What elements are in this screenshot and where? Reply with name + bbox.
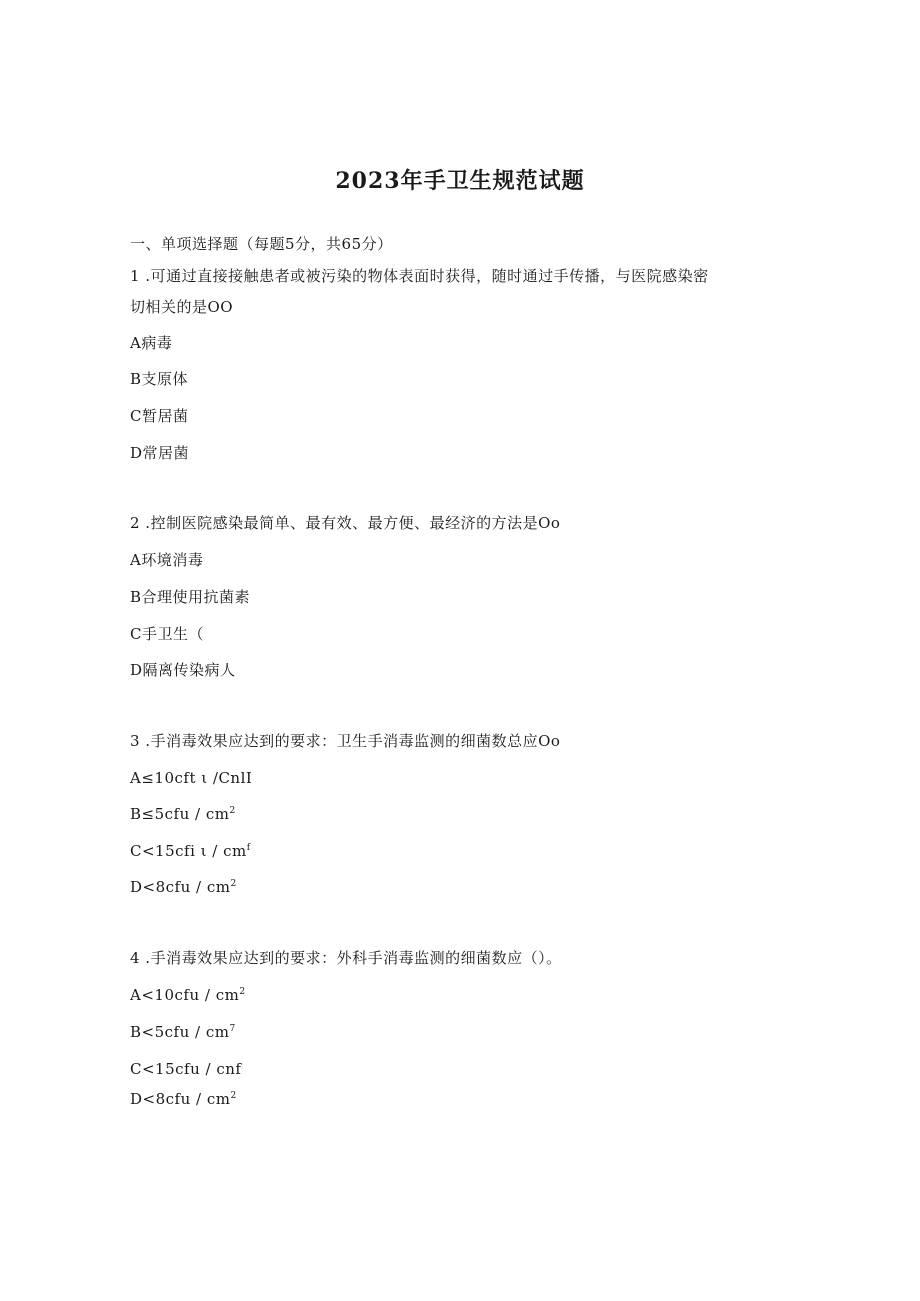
question-3-option-b [130,804,236,824]
option-text: A≤10cft ι /CnlI [130,769,253,787]
question-2-option-d: D隔离传染病人 [130,661,236,679]
option-text: D<8cfu / cm [130,878,231,896]
question-3-option-d [130,877,237,897]
question-4-option-a [130,985,246,1005]
option-superscript: 2 [230,1091,237,1101]
option-text: C<15cfu / cnf [130,1060,242,1078]
option-text: A<10cfu / cm [130,986,240,1004]
option-superscript: 7 [229,1024,236,1034]
question-2-option-a: A环境消毒 [130,551,204,569]
option-superscript: 2 [239,987,246,997]
question-1-option-b: B支原体 [130,370,189,388]
question-2-stem: 2 .控制医院感染最简单、最有效、最方便、最经济的方法是Oo [130,514,561,532]
question-1-option-a: A病毒 [130,334,173,352]
question-1-stem-cont: 切相关的是OO [130,298,234,316]
question-4-option-b [130,1022,236,1042]
question-3-option-c [130,841,251,861]
option-text: B<5cfu / cm [130,1023,230,1041]
document-title: 2023年手卫生规范试题 [335,168,585,194]
question-3-option-a [130,768,252,788]
option-text: C<15cfi ι / cm [130,842,247,860]
question-2-option-c: C手卫生（ [130,625,204,643]
question-3-stem: 3 .手消毒效果应达到的要求：卫生手消毒监测的细菌数总应Oo [130,732,561,750]
option-text: D<8cfu / cm [130,1090,231,1108]
question-1-option-d: D常居菌 [130,444,190,462]
question-4-option-d [130,1089,237,1109]
option-superscript: f [246,843,251,853]
question-2-option-b: B合理使用抗菌素 [130,588,251,606]
question-1-stem: 1 .可通过直接接触患者或被污染的物体表面时获得，随时通过手传播，与医院感染密 [130,267,709,285]
question-4-option-c [130,1059,241,1079]
option-superscript: 2 [230,879,237,889]
section-heading: 一、单项选择题（每题5分，共65分） [130,235,393,253]
question-1-option-c: C暂居菌 [130,407,189,425]
option-superscript: 2 [229,806,236,816]
question-4-stem: 4 .手消毒效果应达到的要求：外科手消毒监测的细菌数应（）。 [130,949,562,967]
option-text: B≤5cfu / cm [130,805,230,823]
